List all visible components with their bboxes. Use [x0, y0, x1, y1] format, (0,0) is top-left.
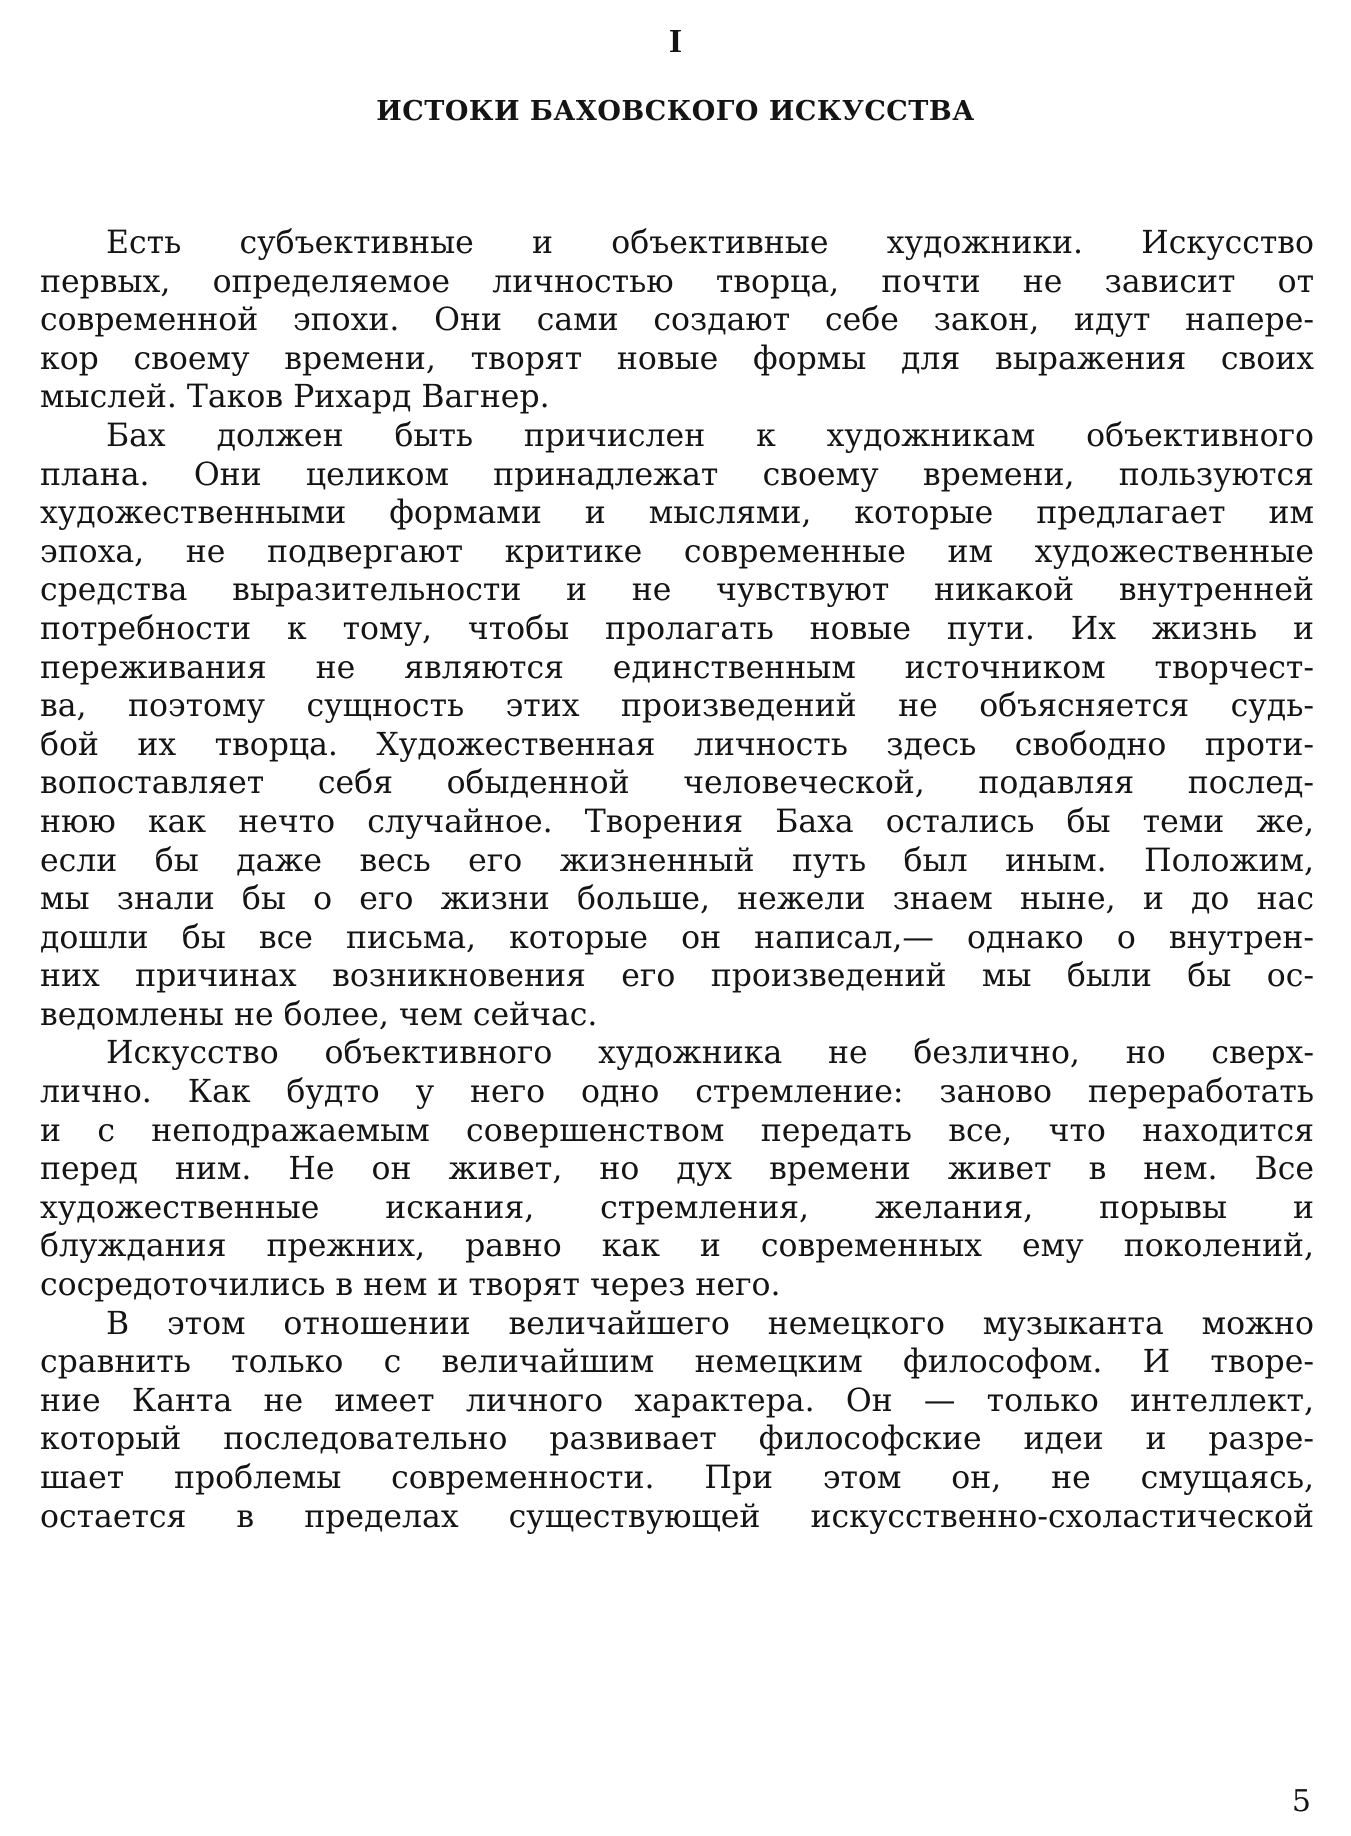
text-line: переживания не являются единственным источником творчест- [40, 649, 1314, 686]
text-line: бой их творца. Художественная личность здесь свободно проти- [40, 726, 1314, 763]
text-line: плана. Они целиком принадлежат своему времени, пользуются [40, 456, 1314, 493]
body-text [40, 224, 1314, 1536]
chapter-title: ИСТОКИ БАХОВСКОГО ИСКУССТВА [376, 96, 975, 127]
text-line: шает проблемы современности. При этом он, не смущаясь, [40, 1460, 1314, 1496]
text-line: художественными формами и мыслями, которые предлагает им [40, 495, 1314, 532]
text-line: потребности к тому, чтобы пролагать новые пути. Их жизнь и [40, 610, 1314, 647]
text-line: мыслей. Таков Рихард Вагнер. [40, 379, 550, 416]
text-line: эпоха, не подвергают критике современные им художественные [40, 533, 1314, 570]
text-line: первых, определяемое личностью творца, почти не зависит от [40, 263, 1314, 300]
text-line: блуждания прежних, равно как и современных ему поколений, [40, 1228, 1314, 1265]
paragraph [40, 1034, 1314, 1304]
paragraph [40, 1305, 1314, 1537]
text-line: сравнить только с величайшим немецким философом. И творе- [40, 1344, 1314, 1381]
page-number: 5 [1291, 1784, 1311, 1819]
text-line: мы знали бы о его жизни больше, нежели знаем ныне, и до нас [40, 881, 1314, 918]
text-line: Бах должен быть причислен к художникам объективного [106, 417, 1314, 454]
text-line: и с неподражаемым совершенством передать все, что находится [40, 1112, 1314, 1149]
text-line: сосредоточились в нем и творят через него. [40, 1267, 781, 1304]
paragraph [40, 224, 1314, 417]
text-line: ва, поэтому сущность этих произведений не объясняется судь- [40, 688, 1314, 725]
text-line: Есть субъективные и объективные художники. Искусство [106, 225, 1314, 261]
text-line: который последовательно развивает философские идеи и разре- [40, 1421, 1314, 1458]
text-line: если бы даже весь его жизненный путь был иным. Положим, [40, 842, 1314, 879]
text-line: кор своему времени, творят новые формы для выражения своих [40, 340, 1314, 377]
text-line: современной эпохи. Они сами создают себе закон, идут напере- [40, 302, 1314, 339]
text-line: средства выразительности и не чувствуют никакой внутренней [40, 572, 1314, 609]
text-line: Искусство объективного художника не безлично, но сверх- [106, 1035, 1314, 1072]
text-line: ние Канта не имеет личного характера. Он — только интеллект, [40, 1382, 1314, 1419]
text-line: дошли бы все письма, которые он написал,— однако о внутрен- [40, 919, 1314, 956]
text-line: вопоставляет себя обыденной человеческой, подавляя послед- [40, 765, 1314, 802]
text-line: остается в пределах существующей искусственно-схоластической [40, 1498, 1314, 1535]
text-line: перед ним. Не он живет, но дух времени живет в нем. Все [40, 1151, 1314, 1188]
text-line: В этом отношении величайшего немецкого музыканта можно [106, 1305, 1314, 1342]
text-line: нюю как нечто случайное. Творения Баха остались бы теми же, [40, 803, 1314, 840]
text-line: лично. Как будто у него одно стремление: заново переработать [40, 1074, 1314, 1111]
paragraph [40, 417, 1314, 1035]
text-line: них причинах возникновения его произведений мы были бы ос- [40, 958, 1314, 995]
text-line: ведомлены не более, чем сейчас. [40, 996, 598, 1033]
text-line: художественные искания, стремления, желания, порывы и [40, 1189, 1314, 1226]
chapter-number: I [668, 23, 683, 60]
